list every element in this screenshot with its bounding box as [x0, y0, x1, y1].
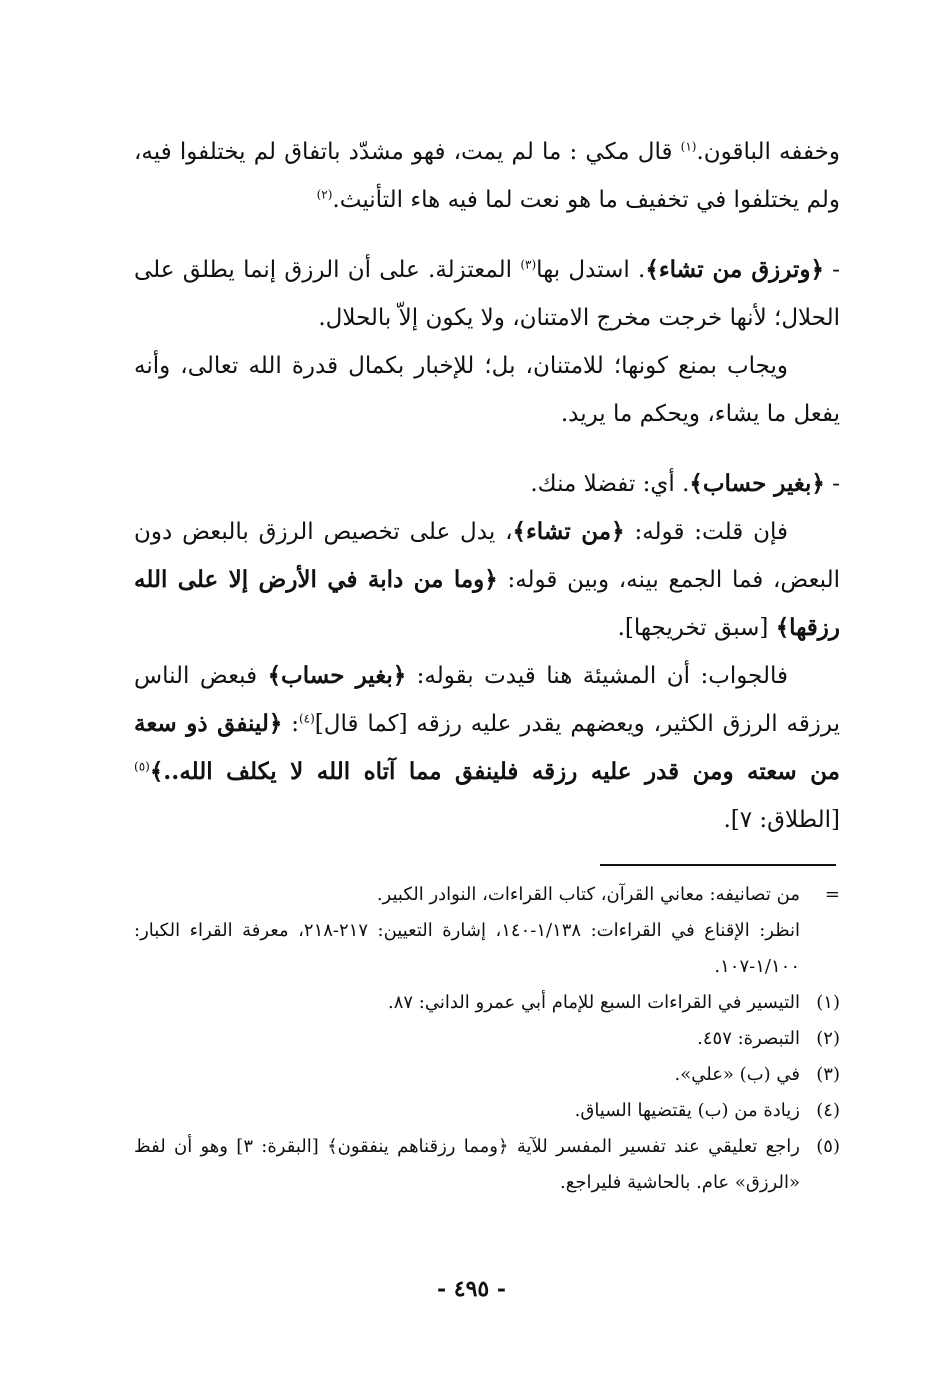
- quran-quote: ﴿من تشاء﴾: [512, 518, 625, 545]
- footnote-number: (١): [816, 992, 840, 1013]
- paragraph-6: [134, 652, 840, 844]
- text-span: انظر: الإقناع في القراءات: ١/١٣٨-١٤٠، إشارة التعيين: ٢١٧-٢١٨، معرفة القراء الكبار: ١/١٠٠-١٠٧.: [134, 920, 800, 977]
- continuation-mark: =: [824, 884, 840, 905]
- footnotes: [134, 877, 840, 1201]
- paragraph-4: [134, 460, 840, 508]
- text-span: من تصانيفه: معاني القرآن، كتاب القراءات، النوادر الكبير.: [376, 884, 800, 905]
- quran-quote: ﴿وترزق من تشاء﴾: [645, 256, 824, 283]
- main-text: [134, 128, 840, 844]
- text-span: المعتزلة. على أن الرزق إنما يطلق على الحلال؛ لأنها خرجت مخرج الامتنان، ولا يكون إلاّ بالحلال.: [134, 257, 840, 331]
- paragraph-5: [134, 508, 840, 652]
- footnote-separator: [600, 864, 836, 866]
- text-span: فإن قلت: قوله:: [624, 519, 788, 545]
- paragraph-1: [134, 128, 840, 224]
- text-span: . استدل بها: [536, 257, 646, 283]
- page-number: - ٤٩٥ -: [436, 1276, 507, 1302]
- footnote-ref-5: (٥): [134, 759, 150, 774]
- footnote-text: [134, 877, 800, 985]
- text-span: فالجواب: أن المشيئة هنا قيدت بقوله:: [406, 663, 788, 689]
- quran-quote: ﴿بغير حساب﴾: [267, 662, 407, 689]
- footnote-item: [134, 985, 840, 1021]
- quran-quote: ﴿بغير حساب﴾: [689, 470, 825, 497]
- text-span: [سبق تخريجها].: [617, 615, 776, 641]
- footnote-number: (٤): [816, 1100, 840, 1121]
- footnote-item: [134, 1129, 840, 1201]
- text-span: . أي: تفضلا منك.: [530, 471, 690, 497]
- text-span: فبعض الناس يرزقه الرزق الكثير، ويعضهم يقدر عليه رزقه [كما قال]: [134, 663, 841, 737]
- footnote-text: في (ب) «علي».: [674, 1064, 800, 1085]
- footnote-ref-4: (٤): [298, 711, 315, 726]
- footnote-number: (٢): [816, 1028, 840, 1049]
- text-span: :: [282, 711, 299, 737]
- text-span: قال مكي : ما لم يمت، فهو مشدّد باتفاق لم يختلفوا فيه، ولم يختلفوا في تخفيف ما هو نعت لما فيه هاء التأنيث.: [134, 139, 840, 213]
- text-span: وخففه الباقون.: [696, 139, 840, 165]
- footnote-continuation: [134, 877, 840, 985]
- footnote-text: التيسير في القراءات السبع للإمام أبي عمرو الداني: ٨٧.: [387, 992, 800, 1013]
- text-span: [الطلاق: ٧].: [723, 807, 840, 833]
- footnote-ref-3: (٣): [520, 257, 537, 272]
- footnote-item: [134, 1057, 840, 1093]
- quran-quote: ﴿وما من دابة في الأرض إلا على الله رزقها﴾: [134, 566, 840, 641]
- footnote-text: زيادة من (ب) يقتضيها السياق.: [574, 1100, 800, 1121]
- paragraph-3: ويجاب بمنع كونها؛ للامتنان، بل؛ للإخبار بكمال قدرة الله تعالى، وأنه يفعل ما يشاء، ويحكم ما يريد.: [134, 353, 840, 427]
- dash-marker: -: [824, 471, 840, 497]
- footnote-number: (٣): [816, 1064, 840, 1085]
- paragraph-2: [134, 246, 840, 342]
- footnote-item: [134, 1093, 840, 1129]
- footnote-ref-2: (٢): [316, 187, 333, 202]
- dash-marker: -: [823, 257, 840, 283]
- footnote-text: التبصرة: ٤٥٧.: [697, 1028, 800, 1049]
- text-span: ، يدل على تخصيص الرزق بالبعض دون البعض، فما الجمع بينه، وبين قوله:: [134, 519, 840, 593]
- quran-quote: ﴿لينفق ذو سعة من سعته ومن قدر عليه رزقه فلينفق مما آتاه الله لا يكلف الله..﴾: [134, 710, 840, 785]
- footnote-text: راجع تعليقي عند تفسير المفسر للآية ﴿ومما رزقناهم ينفقون﴾ [البقرة: ٣] وهو أن لفظ «الرزق» عام. بالحاشية فليراجع.: [134, 1136, 800, 1193]
- footnote-ref-1: (١): [680, 139, 697, 154]
- footnote-item: [134, 1021, 840, 1057]
- paragraph-gap: [134, 438, 840, 460]
- footnote-number: (٥): [816, 1136, 840, 1157]
